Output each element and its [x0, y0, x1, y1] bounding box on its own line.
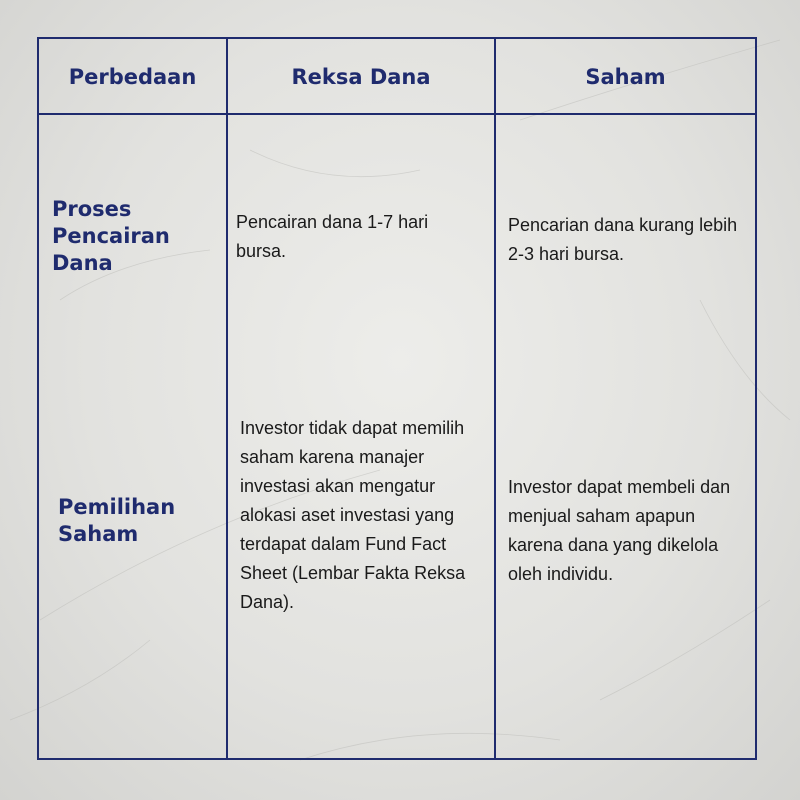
- cell-reksa-dana-pencairan: Pencairan dana 1-7 hari bursa.: [236, 212, 429, 261]
- header-saham: Saham: [585, 64, 666, 89]
- cell-reksa-dana-pemilihan: Investor tidak dapat memilih saham karena manajer investasi akan mengatur alokasi aset investasi yang terdapat dalam Fund Fact Sheet (Lembar Fakta Reksa Dana).: [240, 418, 466, 612]
- cell-saham-pemilihan: Investor dapat membeli dan menjual saham apapun karena dana yang dikelola oleh individu.: [508, 477, 731, 584]
- row-label-proses-pencairan-dana: Proses Pencairan Dana: [52, 197, 170, 275]
- header-reksa-dana: Reksa Dana: [291, 64, 431, 89]
- column-divider-1: [226, 37, 228, 760]
- comparison-table-frame: [37, 37, 757, 760]
- cell-saham-pencairan: Pencarian dana kurang lebih 2-3 hari bursa.: [508, 215, 738, 264]
- column-divider-2: [494, 37, 496, 760]
- header-perbedaan: Perbedaan: [68, 64, 197, 89]
- row-label-pemilihan-saham: Pemilihan Saham: [58, 495, 176, 546]
